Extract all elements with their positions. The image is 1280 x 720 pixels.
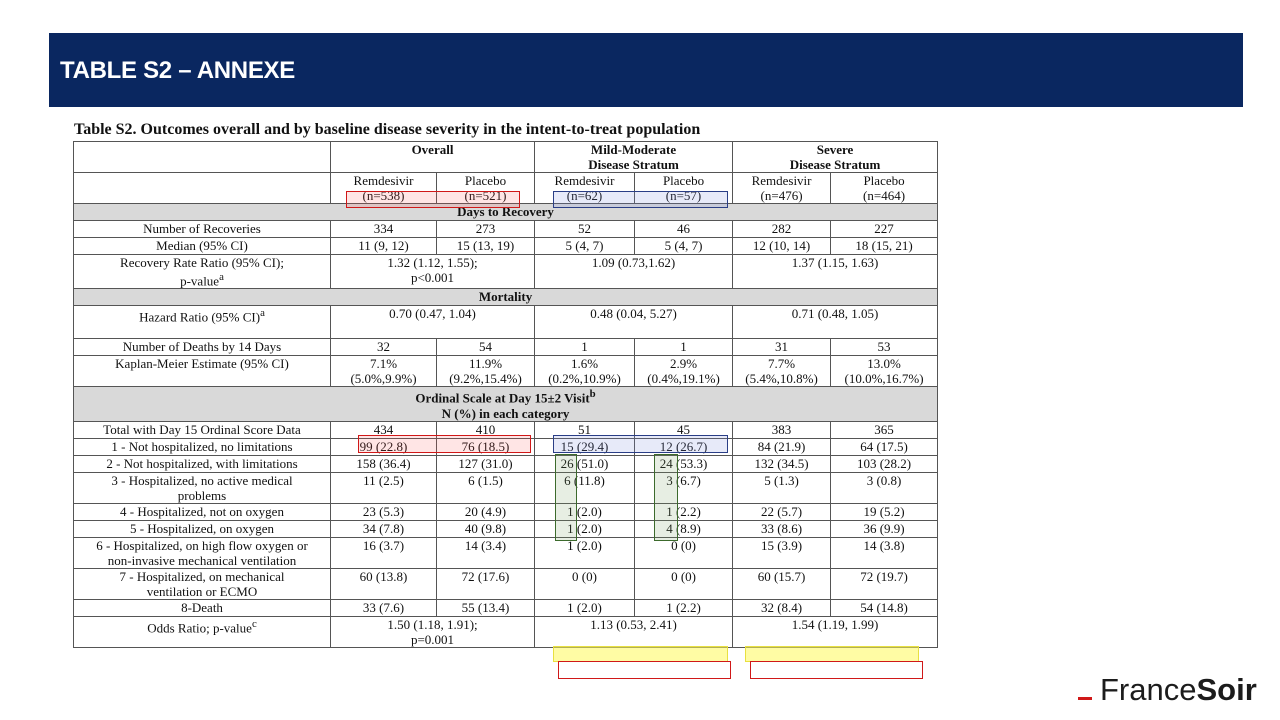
header-blank [74, 142, 331, 173]
table-row [74, 599, 938, 616]
cell-line: 1.32 (1.12, 1.55); [387, 255, 478, 270]
cell: 99 (22.8) [331, 438, 437, 455]
cell: 0 (0) [635, 537, 733, 568]
table-row [74, 438, 938, 455]
cell-line: (5.0%,9.9%) [350, 371, 417, 387]
cell-line: (0.2%,10.9%) [548, 371, 621, 387]
cell [437, 356, 535, 387]
cell: 31 [733, 339, 831, 356]
arm-header [535, 173, 635, 204]
cell-line: (9.2%,15.4%) [449, 371, 522, 387]
cell: 55 (13.4) [437, 599, 535, 616]
logo-dash [1078, 697, 1092, 700]
cell-line: p=0.001 [410, 631, 455, 647]
row-label [74, 537, 331, 568]
arm-n: (n=464) [863, 188, 906, 203]
cell: 22 (5.7) [733, 503, 831, 520]
cell: 1 [635, 339, 733, 356]
cell: 52 [535, 221, 635, 238]
cell-line: (10.0%,16.7%) [844, 371, 924, 387]
cell: 16 (3.7) [331, 537, 437, 568]
cell: 1.13 (0.53, 2.41) [535, 616, 733, 647]
cell-line: (5.4%,10.8%) [745, 371, 818, 387]
group-header-row [74, 142, 938, 173]
cell: 76 (18.5) [437, 438, 535, 455]
table-row [74, 221, 938, 238]
cell: 1 [535, 339, 635, 356]
section-row-mortality [74, 289, 938, 306]
cell-line: 11.9% [468, 356, 503, 372]
cell: 6 (1.5) [437, 472, 535, 503]
row-label-line: 6 - Hospitalized, on high flow oxygen or [96, 537, 308, 553]
cell: 18 (15, 21) [831, 238, 938, 255]
cell: 19 (5.2) [831, 503, 938, 520]
row-label: 1 - Not hospitalized, no limitations [74, 438, 331, 455]
cell: 12 (10, 14) [733, 238, 831, 255]
arm-name: Remdesivir [554, 173, 615, 188]
highlight-severe-odds-ratio [745, 646, 919, 662]
cell: 24 (53.3) [635, 455, 733, 472]
cell: 14 (3.8) [831, 537, 938, 568]
cell: 3 (0.8) [831, 472, 938, 503]
header-blank [74, 173, 331, 204]
row-label-line: ventilation or ECMO [146, 583, 258, 599]
cell: 1 (2.0) [535, 520, 635, 537]
arm-header [635, 173, 733, 204]
group-severe [733, 142, 938, 173]
cell: 32 [331, 339, 437, 356]
cell: 127 (31.0) [437, 455, 535, 472]
row-label [74, 616, 331, 647]
table-row [74, 455, 938, 472]
cell: 34 (7.8) [331, 520, 437, 537]
page-title: TABLE S2 – ANNEXE [60, 57, 295, 84]
row-label: Median (95% CI) [74, 238, 331, 255]
cell: 26 (51.0) [535, 455, 635, 472]
section-title [74, 387, 938, 421]
section-row-recovery [74, 204, 938, 221]
cell: 11 (9, 12) [331, 238, 437, 255]
cell: 0.70 (0.47, 1.04) [331, 306, 535, 339]
arm-header [437, 173, 535, 204]
cell: 1 (2.0) [535, 537, 635, 568]
cell: 84 (21.9) [733, 438, 831, 455]
cell: 33 (8.6) [733, 520, 831, 537]
row-label: 5 - Hospitalized, on oxygen [74, 520, 331, 537]
cell [733, 356, 831, 387]
table-row [74, 255, 938, 289]
cell: 132 (34.5) [733, 455, 831, 472]
cell [331, 356, 437, 387]
cell: 273 [437, 221, 535, 238]
cell: 334 [331, 221, 437, 238]
cell-line: 1.6% [570, 356, 599, 372]
row-label-line: Odds Ratio; p-value [147, 619, 252, 635]
arm-name: Remdesivir [353, 173, 414, 188]
table-row [74, 503, 938, 520]
cell: 1 (2.2) [635, 503, 733, 520]
section-title-line: N (%) in each category [441, 405, 570, 421]
logo-text-bold: Soir [1196, 672, 1257, 707]
cell: 158 (36.4) [331, 455, 437, 472]
cell: 410 [437, 421, 535, 438]
cell: 1 (2.0) [535, 503, 635, 520]
row-label-line: problems [177, 487, 227, 503]
cell-line: 13.0% [867, 356, 901, 372]
row-label: 8-Death [74, 599, 331, 616]
row-label-line: 7 - Hospitalized, on mechanical [119, 568, 285, 584]
cell: 3 (6.7) [635, 472, 733, 503]
table-row [74, 472, 938, 503]
arm-n: (n=521) [464, 188, 507, 203]
arm-header [733, 173, 831, 204]
group-severe-label: Severe [816, 142, 854, 157]
cell: 14 (3.4) [437, 537, 535, 568]
cell: 20 (4.9) [437, 503, 535, 520]
cell: 33 (7.6) [331, 599, 437, 616]
highlight-mild-pvalue [558, 661, 731, 679]
arm-name: Placebo [662, 173, 705, 188]
cell: 72 (17.6) [437, 568, 535, 599]
cell-line: 1.50 (1.18, 1.91); [387, 616, 478, 632]
cell: 15 (29.4) [535, 438, 635, 455]
arm-n: (n=62) [566, 188, 603, 203]
cell: 36 (9.9) [831, 520, 938, 537]
cell-line: p<0.001 [410, 270, 455, 285]
cell: 434 [331, 421, 437, 438]
highlight-mild-odds-ratio [553, 646, 728, 662]
table-row [74, 421, 938, 438]
cell: 40 (9.8) [437, 520, 535, 537]
arm-header-row [74, 173, 938, 204]
cell: 1.37 (1.15, 1.63) [733, 255, 938, 289]
cell: 45 [635, 421, 733, 438]
group-mild [535, 142, 733, 173]
section-row-ordinal [74, 387, 938, 421]
cell: 4 (8.9) [635, 520, 733, 537]
cell: 5 (4, 7) [635, 238, 733, 255]
cell: 5 (4, 7) [535, 238, 635, 255]
row-label-line: non-invasive mechanical ventilation [107, 552, 297, 568]
cell: 46 [635, 221, 733, 238]
cell: 5 (1.3) [733, 472, 831, 503]
arm-name: Placebo [863, 173, 905, 188]
row-label: 4 - Hospitalized, not on oxygen [74, 503, 331, 520]
group-mild-sublabel: Disease Stratum [588, 157, 679, 172]
cell [535, 356, 635, 387]
cell: 1 (2.0) [535, 599, 635, 616]
francesoir-logo [1078, 672, 1257, 708]
footnote-mark: c [251, 617, 257, 630]
footnote-mark: a [260, 307, 265, 320]
cell-line: 2.9% [669, 356, 698, 372]
cell [331, 255, 535, 289]
arm-name: Remdesivir [751, 173, 812, 188]
cell: 6 (11.8) [535, 472, 635, 503]
row-label [74, 255, 331, 289]
section-title-line: Ordinal Scale at Day 15±2 Visit [415, 390, 590, 406]
cell: 1 (2.2) [635, 599, 733, 616]
group-overall-label: Overall [411, 142, 454, 157]
cell-line: 7.7% [767, 356, 796, 372]
arm-n: (n=538) [362, 188, 405, 203]
row-label: Number of Recoveries [74, 221, 331, 238]
table-row [74, 537, 938, 568]
cell: 60 (13.8) [331, 568, 437, 599]
cell: 103 (28.2) [831, 455, 938, 472]
cell: 54 [437, 339, 535, 356]
cell [635, 356, 733, 387]
table-row [74, 339, 938, 356]
cell: 0 (0) [535, 568, 635, 599]
group-overall [331, 142, 535, 173]
row-label: Total with Day 15 Ordinal Score Data [74, 421, 331, 438]
arm-n: (n=57) [665, 188, 702, 203]
arm-name: Placebo [464, 173, 507, 188]
row-label-line: p-value [180, 273, 220, 289]
cell: 15 (3.9) [733, 537, 831, 568]
cell-line: 7.1% [369, 356, 398, 372]
row-label: Number of Deaths by 14 Days [74, 339, 331, 356]
table-row [74, 616, 938, 647]
table-row [74, 568, 938, 599]
cell: 282 [733, 221, 831, 238]
table-caption: Table S2. Outcomes overall and by baseline disease severity in the intent-to-treat population [74, 121, 701, 138]
cell: 64 (17.5) [831, 438, 938, 455]
title-banner [49, 33, 1243, 107]
footnote-mark: a [219, 271, 224, 283]
table-row [74, 306, 938, 339]
row-label [74, 306, 331, 339]
row-label: Kaplan-Meier Estimate (95% CI) [74, 356, 331, 387]
arm-header [331, 173, 437, 204]
cell: 11 (2.5) [331, 472, 437, 503]
row-label-line: Hazard Ratio (95% CI) [139, 309, 261, 325]
cell [331, 616, 535, 647]
cell: 15 (13, 19) [437, 238, 535, 255]
outcomes-table [73, 141, 938, 648]
cell: 53 [831, 339, 938, 356]
row-label-line: 3 - Hospitalized, no active medical [111, 472, 293, 488]
cell: 54 (14.8) [831, 599, 938, 616]
cell: 1.09 (0.73,1.62) [535, 255, 733, 289]
cell: 0.48 (0.04, 5.27) [535, 306, 733, 339]
cell-line: (0.4%,19.1%) [647, 371, 720, 387]
table-row [74, 520, 938, 537]
row-label-line: Recovery Rate Ratio (95% CI); [120, 255, 284, 270]
cell: 51 [535, 421, 635, 438]
cell: 60 (15.7) [733, 568, 831, 599]
group-mild-label: Mild-Moderate [590, 142, 677, 157]
row-label: 2 - Not hospitalized, with limitations [74, 455, 331, 472]
cell: 383 [733, 421, 831, 438]
group-severe-sublabel: Disease Stratum [789, 157, 881, 172]
cell: 0 (0) [635, 568, 733, 599]
cell: 0.71 (0.48, 1.05) [733, 306, 938, 339]
cell: 72 (19.7) [831, 568, 938, 599]
cell: 1.54 (1.19, 1.99) [733, 616, 938, 647]
cell: 227 [831, 221, 938, 238]
cell: 32 (8.4) [733, 599, 831, 616]
logo-text-light: France [1100, 672, 1197, 707]
table-row [74, 238, 938, 255]
section-title: Days to Recovery [74, 204, 938, 221]
footnote-mark: b [589, 388, 596, 401]
cell: 23 (5.3) [331, 503, 437, 520]
cell: 365 [831, 421, 938, 438]
arm-n: (n=476) [760, 188, 803, 203]
cell: 12 (26.7) [635, 438, 733, 455]
row-label [74, 472, 331, 503]
cell [831, 356, 938, 387]
highlight-severe-pvalue [750, 661, 923, 679]
section-title: Mortality [74, 289, 938, 306]
table-row [74, 356, 938, 387]
row-label [74, 568, 331, 599]
arm-header [831, 173, 938, 204]
